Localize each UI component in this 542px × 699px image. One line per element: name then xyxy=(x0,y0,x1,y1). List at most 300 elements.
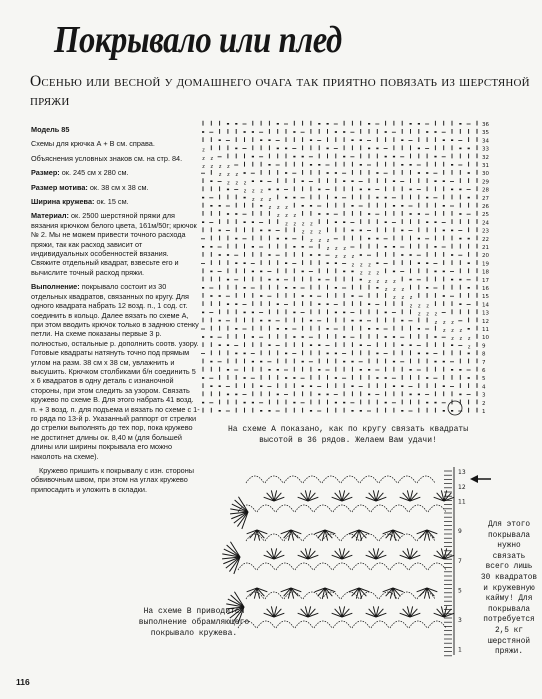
schemes-note: Схемы для крючка А + В см. справа. xyxy=(31,139,155,149)
symbols-note: Объяснения условных знаков см. на стр. 84. xyxy=(31,153,183,163)
row-label: 5 xyxy=(458,587,462,595)
stitch-mark xyxy=(219,410,221,412)
stitch-mark xyxy=(393,271,395,273)
stitch-symbol: z xyxy=(202,155,206,162)
stitch-symbol: z xyxy=(243,188,247,195)
row-label: 18 xyxy=(482,269,489,276)
stitch-mark xyxy=(418,353,420,355)
stitch-mark xyxy=(393,180,395,182)
stitch-mark xyxy=(368,394,370,396)
stitch-mark xyxy=(335,262,337,264)
row-label: 1 xyxy=(458,646,462,654)
chain-arc xyxy=(428,621,446,628)
scheme-b-shell-fans xyxy=(222,490,454,624)
chain-arc xyxy=(314,563,332,570)
stitch-mark xyxy=(401,164,403,166)
stitch-symbol: z xyxy=(376,278,380,285)
stitch-mark xyxy=(468,328,470,330)
stitch-symbol: z xyxy=(251,188,255,195)
stitch-symbol: z xyxy=(285,213,289,220)
stitch-mark xyxy=(244,197,246,199)
stitch-mark xyxy=(268,369,270,371)
stitch-mark xyxy=(327,123,329,125)
stitch-mark xyxy=(468,238,470,240)
stitch-symbol: z xyxy=(392,287,396,293)
stitch-symbol: z xyxy=(368,270,372,277)
stitch-symbol: z xyxy=(334,246,338,252)
stitch-mark xyxy=(401,344,403,346)
stitch-mark xyxy=(451,344,453,346)
stitch-mark xyxy=(235,148,237,150)
scheme-a-row-labels xyxy=(482,122,489,415)
stitch-mark xyxy=(268,189,270,191)
stitch-mark xyxy=(235,262,237,264)
stitch-mark xyxy=(368,238,370,240)
stitch-symbol: z xyxy=(384,278,388,285)
chain-arc xyxy=(238,563,256,570)
stitch-mark xyxy=(459,148,461,150)
stitch-mark xyxy=(293,336,295,338)
stitch-mark xyxy=(418,172,420,174)
stitch-mark xyxy=(434,361,436,363)
row-label: 28 xyxy=(482,187,489,194)
stitch-mark xyxy=(468,172,470,174)
row-label: 14 xyxy=(482,302,489,309)
stitch-mark xyxy=(318,189,320,191)
stitch-mark xyxy=(252,180,254,182)
stitch-mark xyxy=(244,221,246,223)
stitch-mark xyxy=(235,123,237,125)
stitch-symbol: z xyxy=(210,155,214,162)
stitch-mark xyxy=(385,246,387,248)
stitch-mark xyxy=(376,262,378,264)
stitch-symbol: z xyxy=(210,164,214,170)
stitch-mark xyxy=(335,197,337,199)
stitch-symbol: z xyxy=(202,164,206,170)
chain-arc xyxy=(276,563,294,570)
chain-arc xyxy=(379,476,397,483)
stitch-mark xyxy=(410,189,412,191)
stitch-mark xyxy=(310,320,312,322)
stitch-mark xyxy=(351,320,353,322)
stitch-mark xyxy=(202,377,204,379)
stitch-mark xyxy=(385,221,387,223)
material-label: Материал: xyxy=(31,211,69,221)
stitch-symbol: z xyxy=(359,270,363,277)
chain-arc xyxy=(333,621,351,628)
stitch-mark xyxy=(451,189,453,191)
stitch-mark xyxy=(277,394,279,396)
stitch-mark xyxy=(260,295,262,297)
chain-arc xyxy=(322,534,340,541)
stitch-mark xyxy=(227,303,229,305)
chain-arc xyxy=(257,505,275,512)
row-label: 13 xyxy=(482,310,489,317)
arrow-left-icon xyxy=(470,474,492,484)
stitch-mark xyxy=(318,123,320,125)
stitch-mark xyxy=(310,410,312,412)
stitch-mark xyxy=(426,377,428,379)
stitch-mark xyxy=(252,156,254,158)
stitch-mark xyxy=(443,410,445,412)
scheme-b-row-labels xyxy=(458,469,466,654)
stitch-mark xyxy=(335,287,337,289)
stitch-symbol: z xyxy=(368,278,372,285)
chain-arc xyxy=(352,621,370,628)
stitch-mark xyxy=(302,385,304,387)
row-label: 1 xyxy=(482,409,486,415)
stitch-symbol: z xyxy=(451,336,455,343)
stitch-mark xyxy=(202,197,204,199)
stitch-symbol: z xyxy=(309,229,313,236)
stitch-mark xyxy=(268,230,270,232)
stitch-symbol: z xyxy=(318,229,322,236)
stitch-mark xyxy=(227,254,229,256)
row-label: 3 xyxy=(458,617,462,624)
stitch-mark xyxy=(293,287,295,289)
row-label: 8 xyxy=(482,351,486,358)
row-label: 24 xyxy=(482,220,489,227)
stitch-symbol: z xyxy=(376,270,380,277)
stitch-symbol: z xyxy=(401,295,405,302)
stitch-mark xyxy=(393,205,395,207)
size-line xyxy=(31,168,200,177)
size-label: Размер: xyxy=(31,168,60,178)
stitch-mark xyxy=(459,189,461,191)
chain-arc xyxy=(398,534,416,541)
row-label: 32 xyxy=(482,154,489,161)
stitch-mark xyxy=(293,197,295,199)
stitch-mark xyxy=(335,377,337,379)
stitch-mark xyxy=(285,353,287,355)
start-ring xyxy=(448,401,462,415)
stitch-mark xyxy=(335,131,337,133)
stitch-mark xyxy=(252,312,254,314)
stitch-symbol: z xyxy=(459,328,463,334)
chain-arc xyxy=(390,621,408,628)
stitch-mark xyxy=(260,385,262,387)
stitch-symbol: z xyxy=(226,164,230,170)
stitch-mark xyxy=(343,336,345,338)
stitch-mark xyxy=(434,221,436,223)
stitch-mark xyxy=(210,180,212,182)
stitch-mark xyxy=(459,369,461,371)
motif-size-line xyxy=(31,183,200,192)
stitch-mark xyxy=(235,353,237,355)
stitch-mark xyxy=(260,320,262,322)
stitch-symbol: z xyxy=(368,262,372,269)
stitch-mark xyxy=(360,320,362,322)
stitch-mark xyxy=(418,328,420,330)
stitch-mark xyxy=(401,139,403,141)
crochet-scheme-a xyxy=(200,119,490,417)
stitch-symbol: z xyxy=(235,180,239,187)
row-label: 26 xyxy=(482,204,489,210)
chain-arc xyxy=(428,505,446,512)
stitch-mark xyxy=(235,394,237,396)
row-label: 20 xyxy=(482,253,489,260)
stitch-mark xyxy=(318,394,320,396)
stitch-mark xyxy=(376,238,378,240)
chain-arc xyxy=(352,563,370,570)
stitch-mark xyxy=(210,205,212,207)
stitch-mark xyxy=(410,213,412,215)
stitch-symbol: z xyxy=(426,303,430,310)
stitch-symbol: z xyxy=(351,254,355,261)
stitch-mark xyxy=(260,139,262,141)
stitch-mark xyxy=(302,156,304,158)
stitch-mark xyxy=(318,254,320,256)
chain-arc xyxy=(295,621,313,628)
chain-arc xyxy=(257,621,275,628)
stitch-mark xyxy=(210,246,212,248)
stitch-symbol: z xyxy=(343,246,347,252)
stitch-mark xyxy=(451,369,453,371)
chain-arc xyxy=(322,592,340,599)
stitch-mark xyxy=(376,353,378,355)
chain-arc xyxy=(257,563,275,570)
stitch-mark xyxy=(401,205,403,207)
stitch-mark xyxy=(268,254,270,256)
stitch-mark xyxy=(426,402,428,404)
stitch-mark xyxy=(302,295,304,297)
stitch-symbol: z xyxy=(451,328,455,334)
stitch-mark xyxy=(401,410,403,412)
stitch-mark xyxy=(277,303,279,305)
stitch-mark xyxy=(385,156,387,158)
row-label: 29 xyxy=(482,179,489,186)
stitch-symbol: z xyxy=(392,295,396,302)
stitch-symbol: z xyxy=(226,180,230,187)
chain-arc xyxy=(265,592,283,599)
row-label: 21 xyxy=(482,245,489,251)
stitch-mark xyxy=(219,295,221,297)
stitch-mark xyxy=(401,254,403,256)
row-label: 36 xyxy=(482,122,489,128)
stitch-mark xyxy=(376,148,378,150)
row-label: 27 xyxy=(482,195,489,202)
stitch-mark xyxy=(268,164,270,166)
stitch-symbol: z xyxy=(343,254,347,261)
stitch-symbol: z xyxy=(293,221,297,228)
chain-arc xyxy=(246,476,264,483)
stitch-mark xyxy=(434,156,436,158)
stitch-mark xyxy=(277,148,279,150)
stitch-mark xyxy=(401,320,403,322)
stitch-mark xyxy=(335,221,337,223)
stitch-mark xyxy=(418,238,420,240)
stitch-mark xyxy=(219,320,221,322)
stitch-mark xyxy=(318,344,320,346)
chain-arc xyxy=(265,476,283,483)
stitch-mark xyxy=(244,287,246,289)
stitch-symbol: z xyxy=(226,172,230,179)
row-label: 7 xyxy=(482,359,486,366)
stitch-mark xyxy=(393,361,395,363)
chain-arc xyxy=(371,563,389,570)
stitch-mark xyxy=(327,213,329,215)
stitch-mark xyxy=(335,402,337,404)
stitch-mark xyxy=(277,369,279,371)
stitch-symbol: z xyxy=(235,172,239,179)
stitch-mark xyxy=(385,402,387,404)
stitch-mark xyxy=(210,295,212,297)
chain-arc xyxy=(341,476,359,483)
chain-arc xyxy=(314,505,332,512)
stitch-mark xyxy=(260,271,262,273)
stitch-mark xyxy=(235,328,237,330)
chain-arc xyxy=(276,621,294,628)
chain-arc xyxy=(390,505,408,512)
execution-label: Выполнение: xyxy=(31,282,80,292)
stitch-mark xyxy=(219,205,221,207)
stitch-mark xyxy=(351,410,353,412)
chain-arc xyxy=(360,476,378,483)
chain-arc xyxy=(371,621,389,628)
stitch-mark xyxy=(235,213,237,215)
stitch-symbol: z xyxy=(459,336,463,343)
row-label: 11 xyxy=(482,327,489,333)
stitch-symbol: z xyxy=(260,196,264,203)
stitch-symbol: z xyxy=(351,262,355,269)
stitch-mark xyxy=(293,156,295,158)
stitch-mark xyxy=(426,197,428,199)
stitch-mark xyxy=(360,410,362,412)
stitch-mark xyxy=(302,361,304,363)
row-label: 6 xyxy=(482,368,486,374)
row-label: 9 xyxy=(458,528,462,536)
stitch-mark xyxy=(244,131,246,133)
stitch-mark xyxy=(343,271,345,273)
stitch-mark xyxy=(210,336,212,338)
stitch-mark xyxy=(268,410,270,412)
stitch-mark xyxy=(410,123,412,125)
stitch-mark xyxy=(327,303,329,305)
stitch-mark xyxy=(426,287,428,289)
stitch-mark xyxy=(434,131,436,133)
stitch-mark xyxy=(302,205,304,207)
stitch-mark xyxy=(235,238,237,240)
stitch-mark xyxy=(418,394,420,396)
stitch-mark xyxy=(385,197,387,199)
stitch-mark xyxy=(327,394,329,396)
stitch-mark xyxy=(260,361,262,363)
stitch-mark xyxy=(310,385,312,387)
stitch-mark xyxy=(360,369,362,371)
stitch-mark xyxy=(335,353,337,355)
stitch-mark xyxy=(468,353,470,355)
chain-arc xyxy=(276,505,294,512)
stitch-mark xyxy=(318,279,320,281)
stitch-mark xyxy=(410,344,412,346)
stitch-mark xyxy=(244,377,246,379)
stitch-mark xyxy=(468,377,470,379)
stitch-mark xyxy=(318,213,320,215)
stitch-symbol: z xyxy=(260,188,264,195)
stitch-mark xyxy=(210,361,212,363)
row-label: 23 xyxy=(482,228,489,235)
page-subtitle: Осенью или весной у домашнего очага так приятно повязать из шерстяной пряжи xyxy=(30,73,530,109)
model-number: Модель 85 xyxy=(31,125,70,134)
stitch-symbol: z xyxy=(309,221,313,228)
stitch-mark xyxy=(368,369,370,371)
stitch-mark xyxy=(459,394,461,396)
stitch-mark xyxy=(376,377,378,379)
stitch-mark xyxy=(310,295,312,297)
stitch-mark xyxy=(443,230,445,232)
stitch-symbol: z xyxy=(409,295,413,302)
chain-arc xyxy=(322,476,340,483)
stitch-mark xyxy=(252,131,254,133)
stitch-mark xyxy=(443,295,445,297)
material-line xyxy=(31,211,200,277)
stitch-mark xyxy=(368,189,370,191)
page-title: Покрывало или плед xyxy=(54,19,342,61)
stitch-symbol: z xyxy=(309,237,313,244)
stitch-mark xyxy=(244,172,246,174)
stitch-mark xyxy=(202,131,204,133)
stitch-mark xyxy=(459,303,461,305)
stitch-mark xyxy=(351,271,353,273)
stitch-mark xyxy=(318,164,320,166)
motif-size-label: Размер мотива: xyxy=(31,182,88,192)
stitch-mark xyxy=(376,328,378,330)
stitch-mark xyxy=(434,336,436,338)
stitch-mark xyxy=(343,180,345,182)
stitch-mark xyxy=(385,131,387,133)
chain-arc xyxy=(417,476,435,483)
execution-line xyxy=(31,282,200,461)
chain-arc xyxy=(295,505,313,512)
stitch-mark xyxy=(227,189,229,191)
lace-width-value: ок. 15 см. xyxy=(96,197,129,207)
stitch-symbol: z xyxy=(202,147,206,154)
stitch-mark xyxy=(451,164,453,166)
chain-arc xyxy=(314,621,332,628)
stitch-mark xyxy=(252,361,254,363)
stitch-mark xyxy=(343,312,345,314)
stitch-mark xyxy=(310,254,312,256)
stitch-mark xyxy=(459,279,461,281)
stitch-mark xyxy=(210,271,212,273)
stitch-mark xyxy=(293,402,295,404)
stitch-symbol: z xyxy=(467,344,471,351)
stitch-mark xyxy=(327,172,329,174)
row-label: 19 xyxy=(482,261,489,268)
stitch-mark xyxy=(360,344,362,346)
stitch-mark xyxy=(418,148,420,150)
scheme-a-caption: На схеме А показано, как по кругу связать квадраты высотой в 36 рядов. Желаем Вам удачи! xyxy=(212,424,484,446)
stitch-mark xyxy=(426,172,428,174)
stitch-mark xyxy=(468,262,470,264)
stitch-mark xyxy=(368,213,370,215)
chain-arc xyxy=(333,563,351,570)
stitch-symbol: z xyxy=(359,262,363,269)
row-label: 13 xyxy=(458,469,466,476)
stitch-mark xyxy=(227,369,229,371)
stitch-mark xyxy=(418,262,420,264)
stitch-mark xyxy=(451,230,453,232)
chain-arc xyxy=(398,476,416,483)
stitch-mark xyxy=(393,156,395,158)
stitch-mark xyxy=(459,123,461,125)
stitch-symbol: z xyxy=(467,336,471,343)
stitch-mark xyxy=(443,385,445,387)
stitch-mark xyxy=(410,279,412,281)
stitch-mark xyxy=(351,205,353,207)
stitch-symbol: z xyxy=(268,196,272,203)
stitch-symbol: z xyxy=(251,196,255,203)
